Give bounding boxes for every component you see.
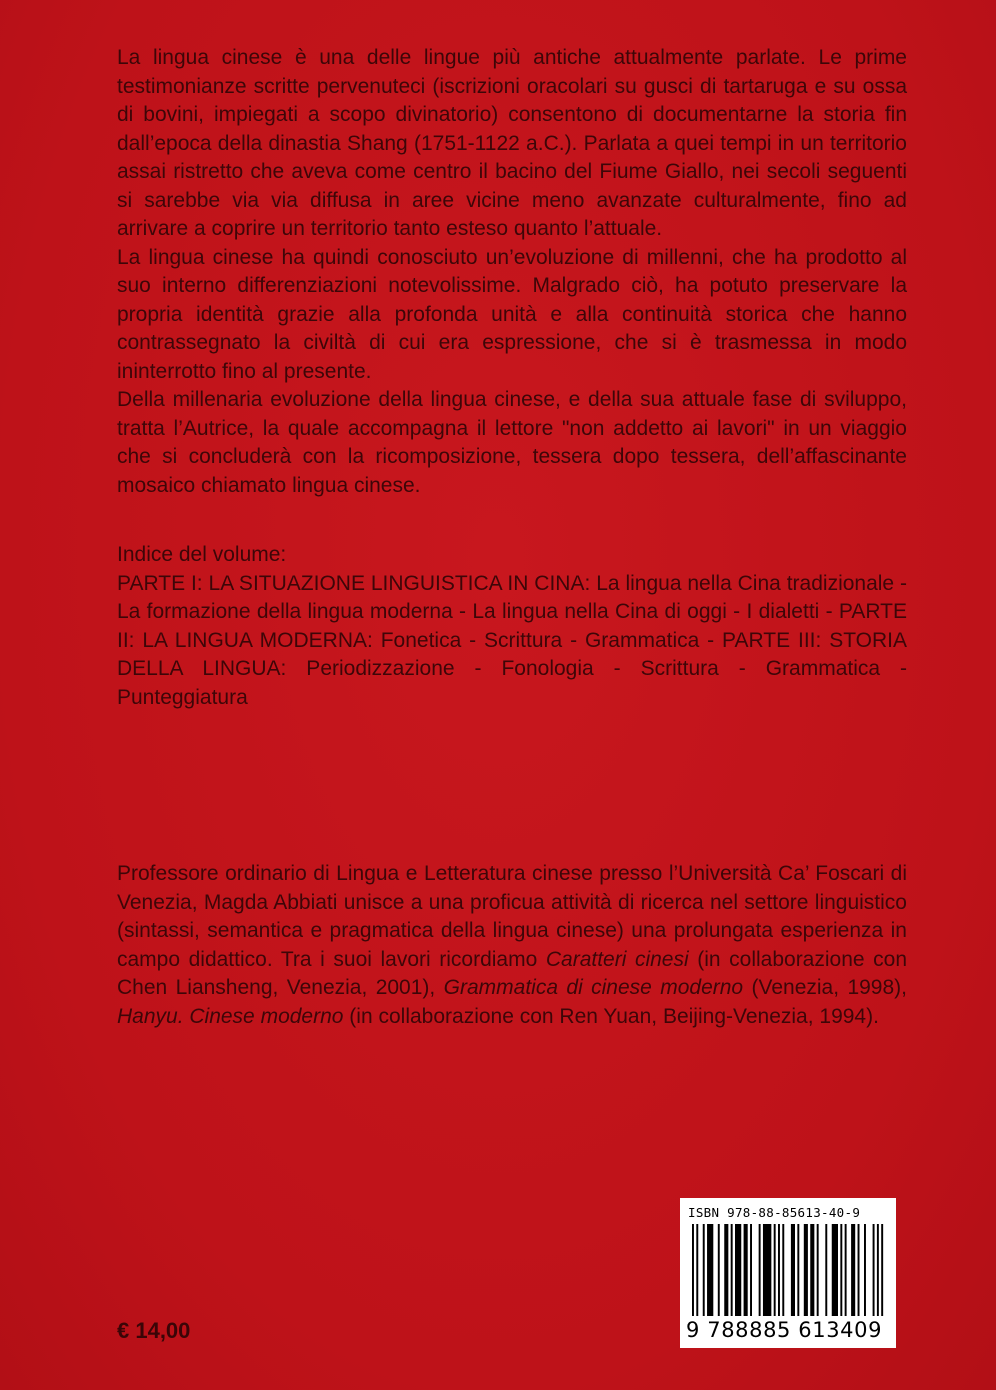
author-work-caratteri-cinesi: Caratteri cinesi bbox=[545, 947, 689, 971]
author-bio-text bbox=[117, 860, 907, 1031]
author-bio-part-2: (in collaborazione con Chen Liansheng, Venezia, 2001), bbox=[117, 947, 907, 999]
isbn-label: ISBN 978-88-85613-40-9 bbox=[688, 1205, 861, 1220]
description-paragraph-3: Della millenaria evoluzione della lingua cinese, e della sua attuale fase di sviluppo, tratta l’Autrice, la quale accompagna il lettore "non addetto ai lavori" in un viaggio che si concluderà con la ricomposizione, tessera dopo tessera, dell’affascinante mosaico chiamato lingua cinese. bbox=[117, 388, 907, 497]
author-bio-part-3: (Venezia, 1998), bbox=[743, 976, 907, 999]
toc-body: PARTE I: LA SITUAZIONE LINGUISTICA IN CINA: La lingua nella Cina tradizionale - La formazione della lingua moderna - La lingua nella Cina di oggi - I dialetti - PARTE II: LA LINGUA MODERNA: Fonetica - Scrittura - Grammatica - PARTE III: STORIA DELLA LINGUA: Periodizzazione - Fonologia - Scrittura - Grammatica - Punteggiatura bbox=[117, 571, 907, 709]
book-description bbox=[117, 44, 907, 500]
author-bio-part-1: Professore ordinario di Lingua e Letteratura cinese presso l’Università Ca’ Foscari di Venezia, Magda Abbiati unisce a una proficua attività di ricerca nel settore linguistico (sintassi, semantica e pragmatica della lingua cinese) una prolungata esperienza in campo didattico. Tra i suoi lavori ricordiamo bbox=[117, 862, 907, 971]
barcode-area bbox=[680, 1198, 896, 1348]
author-bio bbox=[117, 860, 907, 1031]
barcode-digits: 9 788885 613409 bbox=[686, 1318, 883, 1342]
price-label: € 14,00 bbox=[117, 1318, 191, 1343]
author-work-grammatica: Grammatica di cinese moderno bbox=[443, 976, 744, 999]
table-of-contents bbox=[117, 541, 907, 712]
description-paragraph-2: La lingua cinese ha quindi conosciuto un’evoluzione di millenni, che ha prodotto al suo interno differenziazioni notevolissime. Malgrado ciò, ha potuto preservare la propria identità grazie alla profonda unità e alla continuità storica che hanno contrassegnato la civiltà di cui era espressione, che si è trasmessa in modo ininterrotto fino al presente. bbox=[117, 245, 907, 383]
description-paragraph-1: La lingua cinese è una delle lingue più antiche attualmente parlate. Le prime testimonianze scritte pervenuteci (iscrizioni oracolari su gusci di tartaruga e su ossa di bovini, impiegati a scopo divinatorio) consentono di documentarne la storia fin dall’epoca della dinastia Shang (1751-1122 a.C.). Parlata a quei tempi in un territorio assai ristretto che aveva come centro il bacino del Fiume Giallo, nei secoli seguenti si sarebbe via via diffusa in aree vicine meno avanzate culturalmente, fino ad arrivare a coprire un territorio tanto esteso quanto l’attuale. bbox=[117, 46, 907, 240]
author-bio-part-4: (in collaborazione con Ren Yuan, Beijing-Venezia, 1994). bbox=[343, 1004, 879, 1028]
toc-heading: Indice del volume: bbox=[117, 543, 287, 566]
author-work-hanyu: Hanyu. Cinese moderno bbox=[117, 1004, 344, 1028]
barcode-icon bbox=[688, 1224, 888, 1318]
